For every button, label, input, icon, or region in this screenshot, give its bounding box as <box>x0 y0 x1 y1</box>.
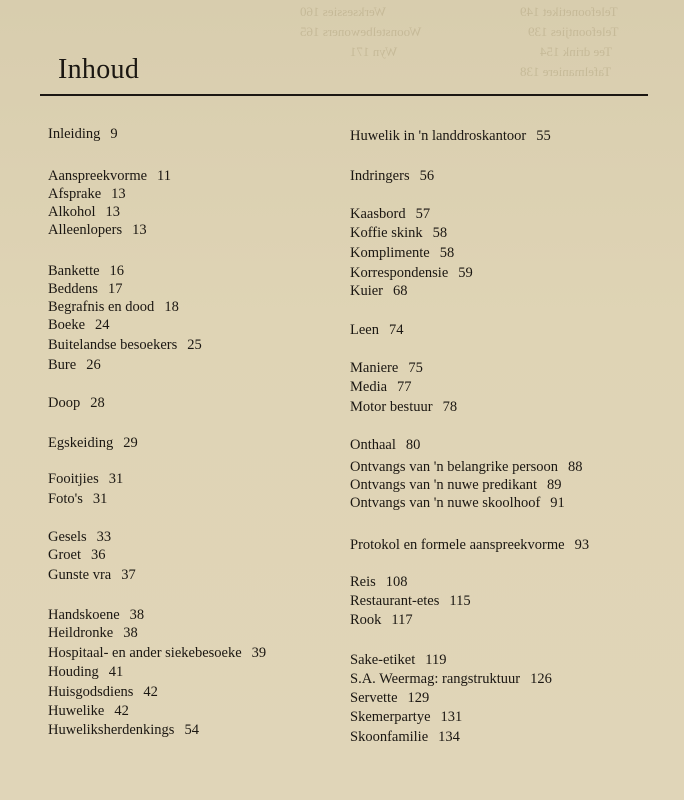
index-page-number: 16 <box>109 263 125 279</box>
index-entry <box>48 528 111 546</box>
index-entry <box>350 127 551 145</box>
index-entry <box>48 394 105 412</box>
index-entry <box>350 378 412 396</box>
index-term: Leen <box>350 322 379 338</box>
index-term: Skemerpartye <box>350 709 431 725</box>
index-term: Handskoene <box>48 607 120 623</box>
index-page-number: 91 <box>550 495 565 511</box>
index-entry <box>48 185 126 203</box>
index-page-number: 39 <box>251 645 267 661</box>
index-page-number: 126 <box>530 671 552 687</box>
index-page-number: 55 <box>536 128 551 144</box>
index-term: Boeke <box>48 317 86 333</box>
index-page-number: 93 <box>574 537 590 553</box>
show-through-line: Tafelmaniere 138 <box>520 64 612 79</box>
index-entry <box>48 546 106 564</box>
index-term: Koffie skink <box>350 225 423 241</box>
index-entry <box>48 356 101 374</box>
index-term: Onthaal <box>350 437 396 453</box>
index-term: Korrespondensie <box>350 265 449 281</box>
index-page-number: 54 <box>184 722 199 738</box>
index-page-number: 56 <box>419 168 435 184</box>
index-term: Fooitjies <box>48 471 99 487</box>
index-entry <box>48 663 123 681</box>
index-term: Huweliksherdenkings <box>48 722 175 738</box>
index-term: Media <box>350 379 388 395</box>
show-through-line: Telefoontjies 139 <box>528 24 619 39</box>
index-term: Ontvangs van 'n belangrike persoon <box>350 459 558 475</box>
index-term: Foto's <box>48 491 83 507</box>
index-entry <box>48 702 129 720</box>
index-page-number: 57 <box>415 206 431 222</box>
index-page-number: 117 <box>391 612 413 628</box>
index-entry <box>350 167 434 185</box>
index-page-number: 38 <box>123 625 138 641</box>
index-entry <box>350 592 471 610</box>
index-entry <box>48 280 122 298</box>
index-entry <box>350 244 454 262</box>
index-entry <box>350 458 582 476</box>
index-page-number: 13 <box>132 222 147 238</box>
index-entry <box>48 644 266 662</box>
index-page-number: 24 <box>95 317 110 333</box>
index-entry <box>48 221 147 239</box>
index-entry <box>350 689 429 707</box>
index-page-number: 59 <box>458 265 473 281</box>
show-through-line: Werksessies 160 <box>300 4 386 19</box>
index-term: Sake-etiket <box>350 652 416 668</box>
index-term: Hospitaal- en ander siekebesoeke <box>48 645 242 661</box>
index-term: Skoonfamilie <box>350 729 429 745</box>
index-term: Kuier <box>350 283 384 299</box>
title-rule <box>40 94 648 96</box>
index-entry <box>350 224 447 242</box>
index-term: Alkohol <box>48 204 96 220</box>
index-entry <box>350 436 420 454</box>
index-entry <box>350 651 446 669</box>
index-term: Gunste vra <box>48 567 112 583</box>
index-page-number: 131 <box>440 709 463 725</box>
index-entry <box>48 490 107 508</box>
index-page-number: 115 <box>449 593 471 609</box>
index-term: Bure <box>48 357 77 373</box>
show-through-line: Wyn 171 <box>350 44 398 59</box>
index-page-number: 29 <box>123 435 138 451</box>
index-entry <box>350 476 562 494</box>
index-term: Doop <box>48 395 81 411</box>
index-entry <box>350 670 552 688</box>
index-page-number: 33 <box>96 529 112 545</box>
index-term: Ontvangs van 'n nuwe predikant <box>350 477 538 493</box>
index-term: Restaurant-etes <box>350 593 440 609</box>
index-entry <box>48 125 118 143</box>
index-page-number: 134 <box>438 729 460 745</box>
index-page-number: 37 <box>121 567 136 583</box>
index-term: Ontvangs van 'n nuwe skoolhoof <box>350 495 541 511</box>
index-page-number: 13 <box>105 204 121 220</box>
index-page-number: 74 <box>388 322 404 338</box>
index-term: Komplimente <box>350 245 430 261</box>
index-page-number: 75 <box>408 360 423 376</box>
show-through-line: Woonstelbewoners 165 <box>300 24 422 39</box>
index-page-number: 119 <box>425 652 447 668</box>
index-entry <box>350 359 423 377</box>
index-entry <box>48 624 138 642</box>
index-page-number: 77 <box>397 379 412 395</box>
index-entry <box>350 321 403 339</box>
index-term: Motor bestuur <box>350 399 433 415</box>
index-entry <box>48 606 144 624</box>
index-page-number: 58 <box>439 245 455 261</box>
index-page-number: 58 <box>432 225 448 241</box>
index-page-number: 31 <box>108 471 124 487</box>
index-term: Bankette <box>48 263 100 279</box>
index-page-number: 11 <box>157 168 172 184</box>
index-term: Rook <box>350 612 382 628</box>
index-term: Huwelike <box>48 703 105 719</box>
index-entry <box>48 434 138 452</box>
index-page-number: 108 <box>385 574 408 590</box>
index-entry <box>350 708 462 726</box>
index-term: Afsprake <box>48 186 102 202</box>
index-term: Reis <box>350 574 376 590</box>
index-term: Houding <box>48 664 99 680</box>
index-entry <box>350 264 473 282</box>
index-entry <box>48 336 202 354</box>
show-through-line: Tee drink 154 <box>540 44 613 59</box>
index-entry <box>48 167 171 185</box>
index-entry <box>48 721 199 739</box>
index-entry <box>350 536 589 554</box>
index-page-number: 9 <box>110 126 118 142</box>
index-entry <box>350 494 565 512</box>
index-page-number: 18 <box>164 299 179 315</box>
index-page-number: 28 <box>90 395 105 411</box>
index-entry <box>48 316 110 334</box>
index-term: Groet <box>48 547 82 563</box>
index-page-number: 42 <box>143 684 158 700</box>
index-term: Kaasbord <box>350 206 406 222</box>
index-term: Alleenlopers <box>48 222 123 238</box>
index-entry <box>350 205 430 223</box>
index-page-number: 38 <box>129 607 145 623</box>
index-term: Gesels <box>48 529 87 545</box>
index-page-number: 17 <box>107 281 123 297</box>
index-term: Huisgodsdiens <box>48 684 134 700</box>
index-page-number: 89 <box>547 477 562 493</box>
index-term: Inleiding <box>48 126 101 142</box>
index-entry <box>350 282 408 300</box>
index-entry <box>350 728 460 746</box>
index-entry <box>350 611 413 629</box>
index-page-number: 88 <box>567 459 583 475</box>
index-entry <box>48 203 120 221</box>
index-entry <box>48 262 124 280</box>
index-page-number: 78 <box>442 399 458 415</box>
index-page-number: 36 <box>91 547 106 563</box>
index-term: Maniere <box>350 360 399 376</box>
index-page-number: 26 <box>86 357 101 373</box>
index-entry <box>48 566 136 584</box>
index-term: Aanspreekvorme <box>48 168 148 184</box>
index-entry <box>350 398 457 416</box>
index-entry <box>48 683 158 701</box>
index-term: Heildronke <box>48 625 114 641</box>
index-term: Egskeiding <box>48 435 114 451</box>
index-term: Begrafnis en dood <box>48 299 155 315</box>
index-page-number: 41 <box>108 664 124 680</box>
index-entry <box>350 573 408 591</box>
index-page-number: 68 <box>393 283 408 299</box>
index-term: S.A. Weermag: rangstruktuur <box>350 671 521 687</box>
index-entry <box>48 470 123 488</box>
index-term: Servette <box>350 690 398 706</box>
index-term: Buitelandse besoekers <box>48 337 178 353</box>
index-page-number: 13 <box>111 186 126 202</box>
index-term: Indringers <box>350 168 410 184</box>
index-entry <box>48 298 179 316</box>
index-page-number: 129 <box>407 690 430 706</box>
index-page-number: 42 <box>114 703 129 719</box>
index-page-number: 31 <box>92 491 108 507</box>
index-term: Beddens <box>48 281 98 297</box>
index-term: Protokol en formele aanspreekvorme <box>350 537 565 553</box>
index-term: Huwelik in 'n landdroskantoor <box>350 128 527 144</box>
index-page-number: 80 <box>405 437 421 453</box>
index-page-number: 25 <box>187 337 202 353</box>
page-title: Inhoud <box>58 54 140 85</box>
show-through-line: Telefoonetiket 149 <box>520 4 618 19</box>
